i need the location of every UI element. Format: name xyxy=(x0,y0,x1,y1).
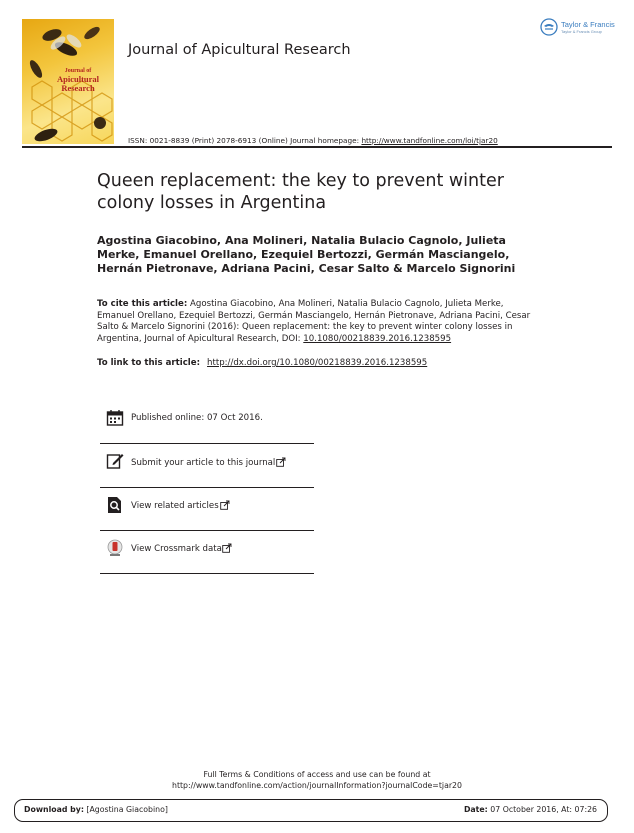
submit-article-row[interactable] xyxy=(100,444,314,487)
article-title: Queen replacement: the key to prevent winter colony losses in Argentina xyxy=(97,171,504,213)
taylor-francis-logo[interactable] xyxy=(540,18,616,38)
article-url-link[interactable]: http://dx.doi.org/10.1080/00218839.2016.1238595 xyxy=(207,358,428,368)
published-online-label: Published online: 07 Oct 2016. xyxy=(131,413,263,423)
cite-text: Agostina Giacobino, Ana Molineri, Natalia Bulacio Cagnolo, Julieta Merke, Emanuel Orellano, Ezequiel Bertozzi, Germán Masciangelo, Hernán Pietronave, Adriana Pacini, Cesar Salto & Marcelo Signorini (2016): Queen replacement: the key to prevent winter colony losses in Argentina, Journal of Apicultural Research, DOI: xyxy=(97,299,531,344)
external-link-icon xyxy=(222,543,232,553)
edit-icon xyxy=(106,452,124,470)
article-authors: Agostina Giacobino, Ana Molineri, Natalia Bulacio Cagnolo, Julieta Merke, Emanuel Orellano, Ezequiel Bertozzi, Germán Masciangelo, Hernán Pietronave, Adriana Pacini, Cesar Salto & Marcelo Signorini xyxy=(97,234,516,275)
cover-title-line2: Apicultural xyxy=(56,74,100,84)
taylor-francis-logo-icon xyxy=(540,18,558,36)
crossmark-link[interactable]: View Crossmark data xyxy=(131,544,222,554)
info-divider xyxy=(100,573,314,574)
cite-label: To cite this article: xyxy=(97,299,188,309)
terms-url[interactable]: http://www.tandfonline.com/action/journalInformation?journalCode=tjar20 xyxy=(172,781,462,790)
search-document-icon xyxy=(106,496,124,514)
external-link-icon xyxy=(220,500,230,510)
issn-line xyxy=(128,136,498,145)
download-by xyxy=(24,805,168,814)
doi-link[interactable]: 10.1080/00218839.2016.1238595 xyxy=(303,333,452,344)
calendar-icon xyxy=(106,409,124,427)
issn-text: ISSN: 0021-8839 (Print) 2078-6913 (Online) Journal homepage: xyxy=(128,136,362,145)
article-link-line xyxy=(97,358,537,370)
download-info-box xyxy=(14,799,608,822)
published-online-row xyxy=(100,400,314,443)
journal-cover-image xyxy=(22,19,114,144)
external-link-icon xyxy=(276,457,286,467)
terms-line1: Full Terms & Conditions of access and use can be found at xyxy=(203,770,431,779)
crossmark-row[interactable] xyxy=(100,531,314,574)
link-label: To link to this article: xyxy=(97,358,204,368)
terms-notice xyxy=(0,769,634,791)
download-date xyxy=(464,805,597,814)
download-label: Download by: xyxy=(24,805,84,814)
date-label: Date: xyxy=(463,805,488,814)
cover-title-line3: Research xyxy=(61,83,95,93)
publisher-name: Taylor & Francis xyxy=(561,20,615,29)
citation-block xyxy=(97,299,537,345)
crossmark-icon xyxy=(106,539,124,557)
journal-title[interactable]: Journal of Apicultural Research xyxy=(128,42,351,58)
download-value: [Agostina Giacobino] xyxy=(83,805,168,814)
journal-homepage-link[interactable]: http://www.tandfonline.com/loi/tjar20 xyxy=(361,136,498,145)
related-articles-link[interactable]: View related articles xyxy=(131,501,219,511)
cover-title-line1: Journal of xyxy=(64,68,92,74)
cover-title xyxy=(48,67,108,93)
publisher-group: Taylor & Francis Group xyxy=(561,29,602,34)
related-articles-row[interactable] xyxy=(100,488,314,531)
submit-article-link[interactable]: Submit your article to this journal xyxy=(131,458,276,468)
header-divider xyxy=(22,146,612,148)
date-value: 07 October 2016, At: 07:26 xyxy=(487,805,597,814)
